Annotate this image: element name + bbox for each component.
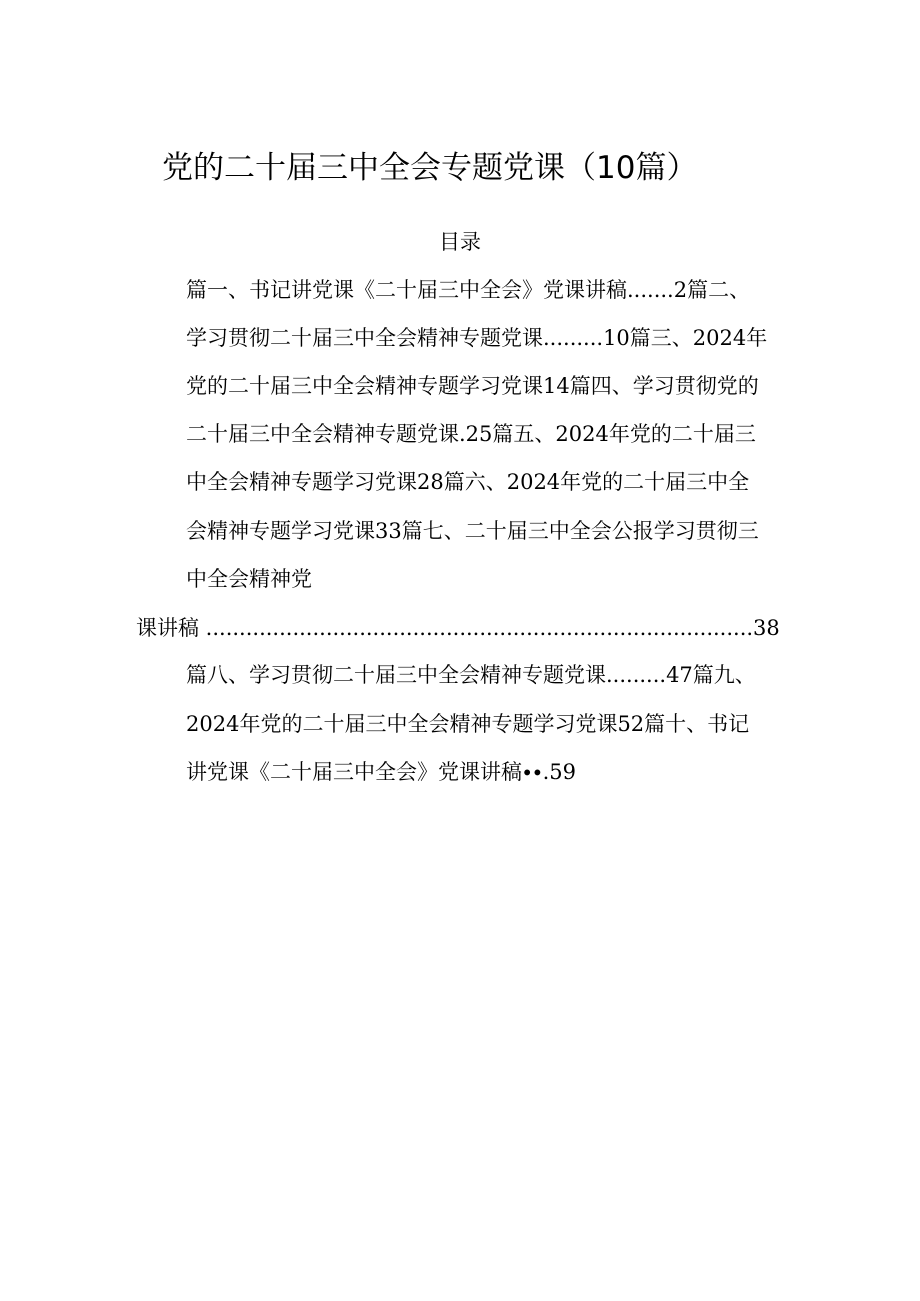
toc-line: 2024年党的二十届三中全会精神专题学习党课52篇十、书记: [186, 712, 750, 736]
toc-line: 学习贯彻二十届三中全会精神专题党课.........10篇三、2024年: [186, 326, 768, 350]
toc-line: 二十届三中全会精神专题党课.25篇五、2024年党的二十届三: [186, 422, 756, 446]
document-title: 党的二十届三中全会专题党课（10篇）: [162, 150, 698, 186]
toc-line: 讲党课《二十届三中全会》党课讲稿∙∙.59: [186, 760, 576, 784]
toc-line: 中全会精神党: [186, 567, 312, 591]
toc-line: 课讲稿 ..................................................................................38: [136, 616, 780, 640]
toc-line: 党的二十届三中全会精神专题学习党课14篇四、学习贯彻党的: [186, 374, 759, 398]
toc-line: 篇一、书记讲党课《二十届三中全会》党课讲稿.......2篇二、: [186, 278, 751, 302]
toc-line: 中全会精神专题学习党课28篇六、2024年党的二十届三中全: [186, 470, 750, 494]
toc-line: 会精神专题学习党课33篇七、二十届三中全会公报学习贯彻三: [186, 519, 759, 543]
toc-line: 篇八、学习贯彻二十届三中全会精神专题党课.........47篇九、: [186, 663, 756, 687]
toc-heading: 目录: [439, 230, 481, 254]
